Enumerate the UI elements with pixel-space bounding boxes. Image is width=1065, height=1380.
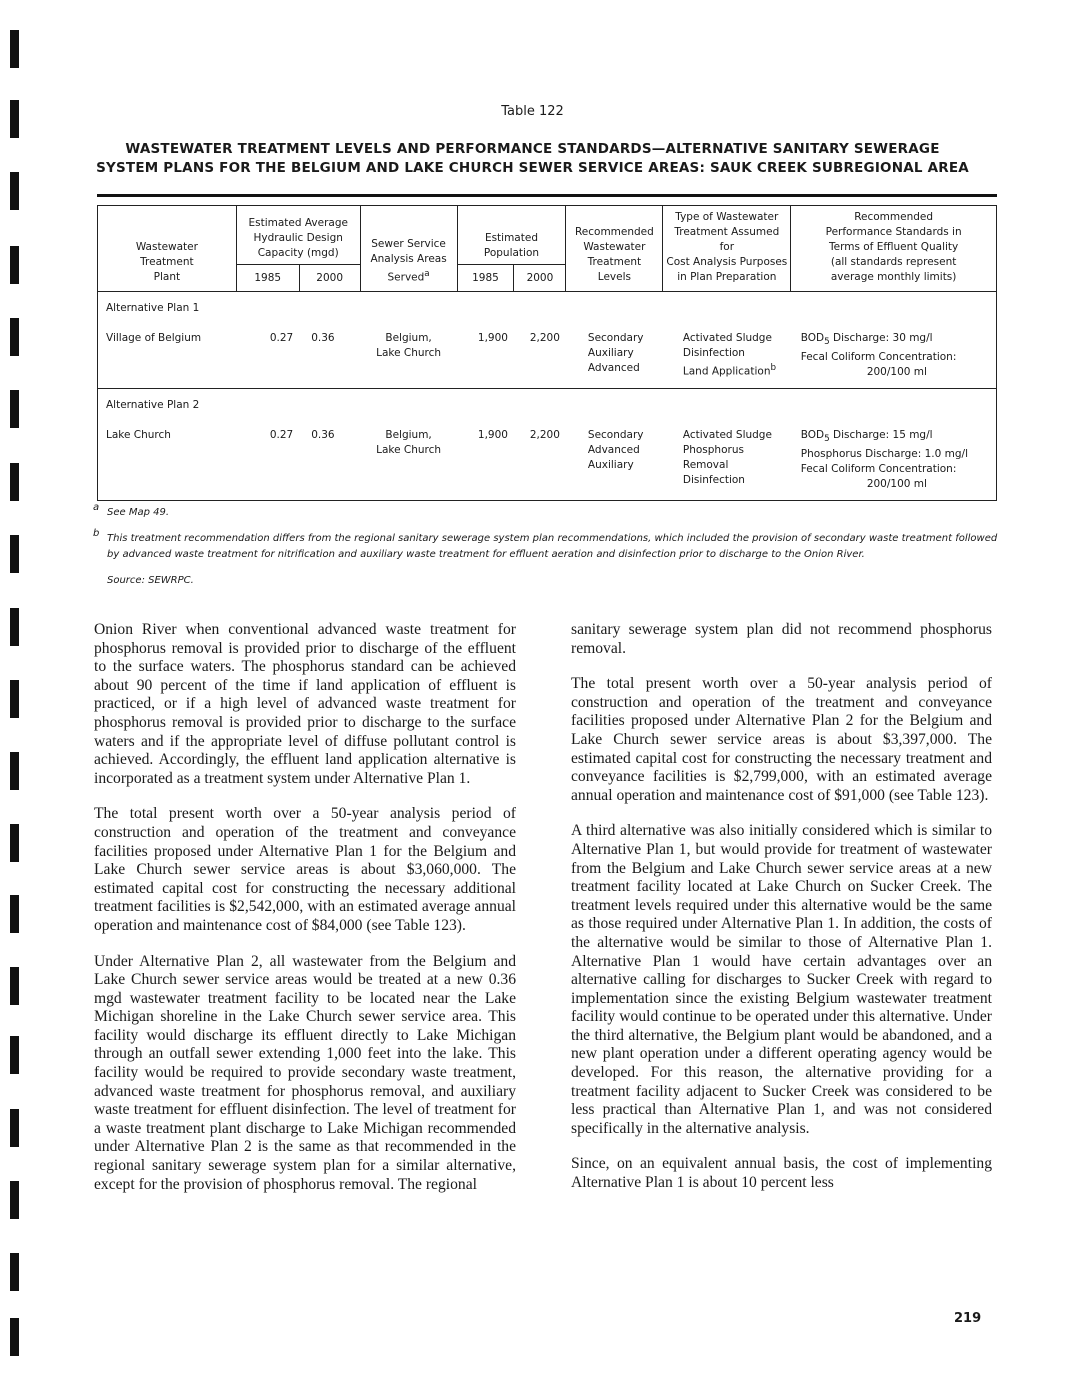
table-title-line: WASTEWATER TREATMENT LEVELS AND PERFORMANCE STANDARDS—ALTERNATIVE SANITARY SEWERAGE [125,141,940,157]
treatment-type: Activated Sludge Phosphorus Removal Disinfection [663,428,791,501]
paragraph: Since, on an equivalent annual basis, the cost of implementing Alternative Plan 1 is about 10 percent less [571,1155,992,1192]
section-row-plan-2 [98,389,997,429]
header-performance-standards: Recommended Performance Standards in Terms of Effluent Quality (all standards represent average monthly limits) [791,206,997,292]
section-label: Alternative Plan 2 [98,389,997,429]
section-row-plan-1 [98,292,997,332]
treatment-type: Activated Sludge Disinfection Land Application$^b$ [682,332,777,378]
table-number: Table 122 [501,104,564,119]
plant-name: Village of Belgium [98,331,237,389]
table-row [98,428,997,501]
title-rule [97,194,997,197]
performance-standards: $BOD_5$ Discharge: 15 mg/l Phosphorus Discharge: 1.0 mg/l Fecal Coliform Concentration: 200/100 ml [791,428,997,501]
performance-standards: $BOD_5$ Discharge: 30 mg/l Fecal Coliform Concentration: 200/100 ml [791,331,997,389]
paragraph: Under Alternative Plan 2, all wastewater from the Belgium and Lake Church sewer service areas would be treated at a new 0.36 mgd wastewater treatment facility to be located near the Lake Michigan shoreline in the Lake Church sewer service area. This facility would discharge its effluent directly to Lake Michigan through an outfall sewer extending 1,000 feet into the lake. This facility would be required to provide secondary waste treatment, advanced waste treatment for phosphorus removal, and auxiliary waste treatment for effluent disinfection. The level of treatment for a waste treatment plant discharge to Lake Michigan recommended under Alternative Plan 2 is the same as that recommended in the regional sanitary sewerage system plan for a similar alternative, except for the provision of phosphorus removal. The regional [94,952,516,1193]
population-2000: 2,200 [529,332,560,344]
paragraph: The total present worth over a 50-year analysis period of construction and operation of the treatment and conveyance facilities proposed under Alternative Plan 2 for the Belgium and Lake Church sewer service areas is about $3,397,000. The estimated capital cost for constructing the necessary treatment and conveyance facilities is $2,799,000, with an estimated average annual operation and maintenance cost of $91,000 (see Table 123). [571,675,992,804]
table-row [98,331,997,389]
binding-mark [10,30,19,68]
body-column-right [571,621,992,1210]
binding-mark [10,967,19,1005]
binding-mark [10,752,19,790]
population-1985: 1,900 [457,428,514,501]
header-population: Estimated Population [457,206,566,265]
source-note: Source: SEWRPC. [107,575,194,586]
body-column-left [94,621,516,1211]
plant-name: Lake Church [98,428,237,501]
paragraph: A third alternative was also initially considered which is similar to Alternative Plan 1, but would provide for treatment of wastewater from the Belgium and Lake Church sewer service areas at a new treatment facility located at Lake Church on Sucker Creek. The treatment levels required under this alternative would be the same as those required under Alternative Plan 1. In addition, the costs of the alternative would be similar to those of Alternative Plan 1. Alternative Plan 1 would have certain advantages over an alternative calling for discharges to Sucker Creek with regard to implementation since the existing Belgium wastewater treatment facility would continue to be operated under this alternative. Under the third alternative, the Belgium plant would be abandoned, and a new plant operation under a different operating agency would be developed. For this reason, the alternative providing for a treatment facility adjacent to Sucker Creek was considered to be less practical than Alternative Plan 1, and was not considered specifically in the alternative analysis. [571,822,992,1137]
binding-mark [10,390,19,428]
binding-mark [10,1036,19,1074]
paragraph: sanitary sewerage system plan did not recommend phosphorus removal. [571,621,992,657]
footnote-a: a See Map 49. [93,502,170,518]
header-population-2000: 2000 [514,265,566,292]
binding-mark [10,608,19,646]
table-footnotes [93,502,998,589]
binding-mark [10,1109,19,1147]
binding-marks [10,0,24,1380]
header-capacity: Estimated Average Hydraulic Design Capacity (mgd) [236,206,360,265]
section-label: Alternative Plan 1 [98,292,997,332]
population-1985: 1,900 [477,332,508,344]
treatment-table [97,205,997,501]
binding-mark [10,824,19,862]
capacity-2000: 0.36 [311,332,335,344]
capacity-2000: 0.36 [299,428,360,501]
paragraph: Onion River when conventional advanced waste treatment for phosphorus removal is provided prior to discharge of the effluent to the surface waters. The phosphorus standard can be achieved about 90 percent of the time if land application of effluent is practiced, or if a high level of advanced waste treatment for phosphorus removal is provided prior to discharge to the surface waters and if the appropriate level of diffuse pollutant control is achieved. Accordingly, the effluent land application alternative is incorporated as a treatment system under Alternative Plan 1. [94,621,516,787]
binding-mark [10,895,19,933]
population-2000: 2,200 [514,428,566,501]
binding-mark [10,535,19,573]
binding-mark [10,463,19,501]
footnote-b: b This treatment recommendation differs from the regional sanitary sewerage system plan recommendations, which included the provision of secondary waste treatment followed by advanced waste treatment for nitrification and auxiliary waste treatment for effluent aeration and disinfection prior to discharge to the Onion River. [93,528,998,560]
binding-mark [10,1253,19,1291]
table-title [0,140,1065,178]
binding-mark [10,246,19,284]
binding-mark [10,680,19,718]
capacity-1985: 0.27 [269,332,294,344]
header-capacity-2000: 2000 [299,265,360,292]
treatment-levels: Secondary Advanced Auxiliary [566,428,663,501]
service-areas: Belgium, Lake Church [360,428,457,501]
service-areas: Belgium, Lake Church [376,332,442,359]
header-treatment-levels: Recommended Wastewater Treatment Levels [566,206,663,292]
binding-mark [10,1181,19,1219]
treatment-levels: Secondary Auxiliary Advanced [587,332,644,374]
header-sewer-service: Sewer Service Analysis Areas Served$^a$ [360,206,457,292]
header-treatment-type: Type of Wastewater Treatment Assumed for Cost Analysis Purposes in Plan Preparation [663,206,791,292]
binding-mark [10,318,19,356]
capacity-1985: 0.27 [236,428,299,501]
header-population-1985: 1985 [457,265,514,292]
paragraph: The total present worth over a 50-year analysis period of construction and operation of the treatment and conveyance facilities proposed under Alternative Plan 1 for the Belgium and Lake Church sewer service areas is about $3,060,000. The estimated capital cost for constructing the necessary additional treatment facilities is $2,542,000, with an estimated average annual operation and maintenance cost of $84,000 (see Table 123). [94,805,516,934]
page-number: 219 [954,1311,982,1326]
table-title-line: SYSTEM PLANS FOR THE BELGIUM AND LAKE CHURCH SEWER SERVICE AREAS: SAUK CREEK SUBREGIONAL AREA [96,160,969,176]
header-capacity-1985: 1985 [236,265,299,292]
binding-mark [10,1318,19,1356]
header-wastewater-plant: Wastewater Treatment Plant [98,206,237,292]
